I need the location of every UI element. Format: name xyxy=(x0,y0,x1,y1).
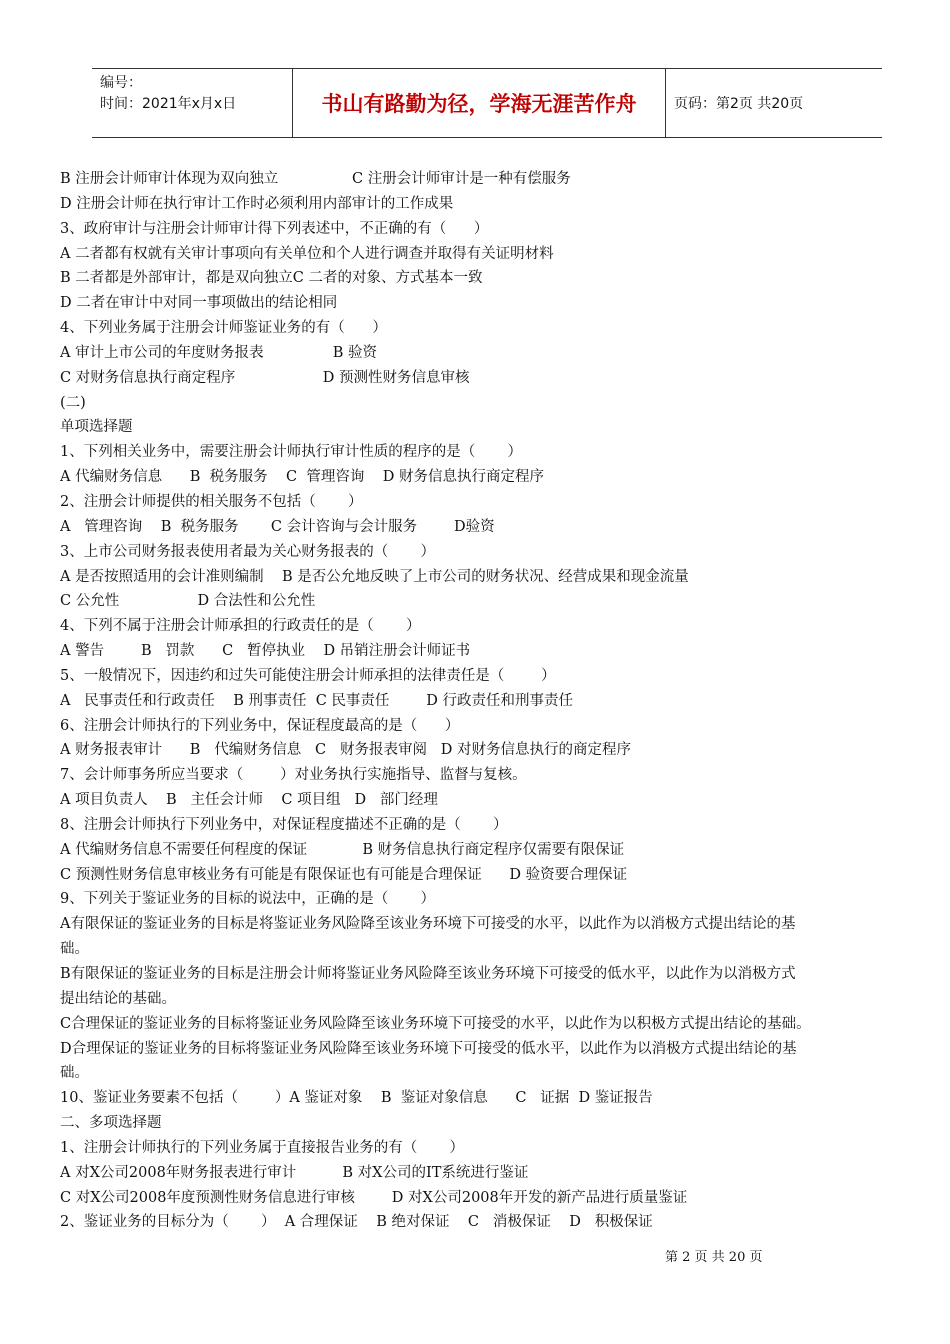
text-line: 提出结论的基础。 xyxy=(60,990,176,1007)
text-line: D 注册会计师在执行审计工作时必须利用内部审计的工作成果 xyxy=(60,195,454,212)
text-line: 5、一般情况下，因违约和过失可能使注册会计师承担的法律责任是（ ） xyxy=(60,667,556,684)
page-info: 页码：第2页 共20页 xyxy=(674,96,804,112)
text-line: 4、下列业务属于注册会计师鉴证业务的有（ ） xyxy=(60,320,387,337)
text-line: C合理保证的鉴证业务的目标将鉴证业务风险降至该业务环境下可接受的水平，以此作为以积极方式提出结论的基础。 xyxy=(60,1015,811,1032)
number-label: 编号： xyxy=(100,75,142,91)
text-line: 8、注册会计师执行下列业务中，对保证程度描述不正确的是（ ） xyxy=(60,816,508,833)
text-line: 4、下列不属于注册会计师承担的行政责任的是（ ） xyxy=(60,618,421,635)
text-line: B 二者都是外部审计，都是双向独立C 二者的对象、方式基本一致 xyxy=(60,270,483,287)
text-line: (二) xyxy=(60,394,86,411)
text-line: A 警告 B 罚款 C 暂停执业 D 吊销注册会计师证书 xyxy=(60,643,471,660)
text-line: D合理保证的鉴证业务的目标将鉴证业务风险降至该业务环境下可接受的低水平，以此作为以消极方式提出结论的基 xyxy=(60,1040,797,1057)
text-line: A 二者都有权就有关审计事项向有关单位和个人进行调查并取得有关证明材料 xyxy=(60,245,554,262)
text-line: 3、上市公司财务报表使用者最为关心财务报表的（ ） xyxy=(60,543,435,560)
text-line: A 代编财务信息 B 税务服务 C 管理咨询 D 财务信息执行商定程序 xyxy=(60,469,545,486)
text-line: A 对X公司2008年财务报表进行审计 B 对X公司的IT系统进行鉴证 xyxy=(60,1164,529,1181)
text-line: 2、鉴证业务的目标分为（ ） A 合理保证 B 绝对保证 C 消极保证 D 积极保证 xyxy=(60,1214,653,1231)
text-line: 3、政府审计与注册会计师审计得下列表述中，不正确的有（ ） xyxy=(60,220,489,237)
text-line: 单项选择题 xyxy=(60,419,133,436)
text-line: C 对财务信息执行商定程序 D 预测性财务信息审核 xyxy=(60,369,470,386)
text-line: 2、注册会计师提供的相关服务不包括（ ） xyxy=(60,493,363,510)
text-line: D 二者在审计中对同一事项做出的结论相同 xyxy=(60,295,338,312)
text-line: B 注册会计师审计体现为双向独立 C 注册会计师审计是一种有偿服务 xyxy=(60,171,571,187)
page-footer: 第 2 页 共 20 页 xyxy=(665,1250,763,1265)
text-line: B有限保证的鉴证业务的目标是注册会计师将鉴证业务风险降至该业务环境下可接受的低水平，以此作为以消极方式 xyxy=(60,966,796,982)
text-line: 础。 xyxy=(60,941,89,958)
header-left-cell xyxy=(92,69,292,137)
text-line: C 对X公司2008年度预测性财务信息进行审核 D 对X公司2008年开发的新产品进行质量鉴证 xyxy=(60,1189,688,1206)
page-header xyxy=(92,68,882,138)
text-line: 1、注册会计师执行的下列业务属于直接报告业务的有（ ） xyxy=(60,1139,464,1156)
text-line: 础。 xyxy=(60,1065,89,1082)
text-line: 10、鉴证业务要素不包括（ ）A 鉴证对象 B 鉴证对象信息 C 证据 D 鉴证报告 xyxy=(60,1090,653,1107)
text-line: A 财务报表审计 B 代编财务信息 C 财务报表审阅 D 对财务信息执行的商定程序 xyxy=(60,742,632,759)
text-line: A 管理咨询 B 税务服务 C 会计咨询与会计服务 D验资 xyxy=(60,518,495,535)
text-line: A 项目负责人 B 主任会计师 C 项目组 D 部门经理 xyxy=(60,792,438,809)
text-line: A 民事责任和行政责任 B 刑事责任 C 民事责任 D 行政责任和刑事责任 xyxy=(60,692,574,709)
text-line: A 是否按照适用的会计准则编制 B 是否公允地反映了上市公司的财务状况、经营成果和现金流量 xyxy=(60,568,689,585)
text-line: 二、多项选择题 xyxy=(60,1115,162,1132)
text-line: 6、注册会计师执行的下列业务中，保证程度最高的是（ ） xyxy=(60,717,460,734)
text-line: A有限保证的鉴证业务的目标是将鉴证业务风险降至该业务环境下可接受的水平，以此作为以消极方式提出结论的基 xyxy=(60,916,796,933)
time-label: 时间：2021年x月x日 xyxy=(100,96,237,112)
text-line: 7、会计师事务所应当要求（ ）对业务执行实施指导、监督与复核。 xyxy=(60,767,527,784)
text-line: 9、下列关于鉴证业务的目标的说法中，正确的是（ ） xyxy=(60,891,435,908)
motto: 书山有路勤为径，学海无涯苦作舟 xyxy=(292,69,666,137)
text-line: A 审计上市公司的年度财务报表 B 验资 xyxy=(60,344,377,361)
text-line: C 预测性财务信息审核业务有可能是有限保证也有可能是合理保证 D 验资要合理保证 xyxy=(60,866,628,883)
text-line: C 公允性 D 合法性和公允性 xyxy=(60,593,316,610)
text-line: 1、下列相关业务中，需要注册会计师执行审计性质的程序的是（ ） xyxy=(60,444,522,461)
text-line: A 代编财务信息不需要任何程度的保证 B 财务信息执行商定程序仅需要有限保证 xyxy=(60,841,625,858)
document-body xyxy=(60,167,920,1235)
